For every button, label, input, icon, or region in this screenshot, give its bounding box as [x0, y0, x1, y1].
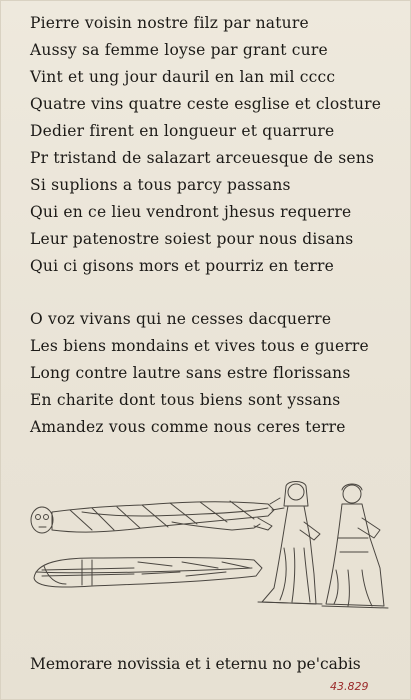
shelfmark-annotation: 43.829: [330, 680, 369, 693]
verse-line: Si suplions a tous parcy passans: [30, 176, 291, 194]
verse-stanza-2: [30, 306, 390, 441]
verse-line: Pierre voisin nostre filz par nature: [30, 14, 309, 32]
verse-line: Dedier firent en longueur et quarrure: [30, 122, 335, 140]
verse-line: Quatre vins quatre ceste esglise et closture: [30, 95, 382, 113]
kneeling-man-figure: [322, 484, 388, 608]
verse-line: Aussy sa femme loyse par grant cure: [30, 41, 328, 59]
latin-motto: Memorare novissia et i eternu no pe'cabis: [30, 655, 361, 673]
shrouded-body-effigy: [34, 558, 262, 588]
verse-line: Qui ci gisons mors et pourriz en terre: [30, 257, 334, 275]
verse-stanza-1: [30, 10, 390, 280]
verse-line: Leur patenostre soiest pour nous disans: [30, 230, 354, 248]
verse-line: Long contre lautre sans estre florissans: [30, 364, 351, 382]
verse-line: Qui en ce lieu vendront jhesus requerre: [30, 203, 352, 221]
verse-line: En charite dont tous biens sont yssans: [30, 391, 341, 409]
kneeling-woman-figure: [258, 482, 322, 605]
verse-line: Vint et ung jour dauril en lan mil cccc: [30, 68, 336, 86]
skeleton-effigy: [31, 498, 284, 533]
verse-line: O voz vivans qui ne cesses dacquerre: [30, 310, 332, 328]
verse-line: Pr tristand de salazart arceuesque de sens: [30, 149, 375, 167]
tomb-effigy-drawing: [22, 478, 392, 628]
verse-line: Amandez vous comme nous ceres terre: [30, 418, 346, 436]
verse-line: Les biens mondains et vives tous e guerre: [30, 337, 369, 355]
